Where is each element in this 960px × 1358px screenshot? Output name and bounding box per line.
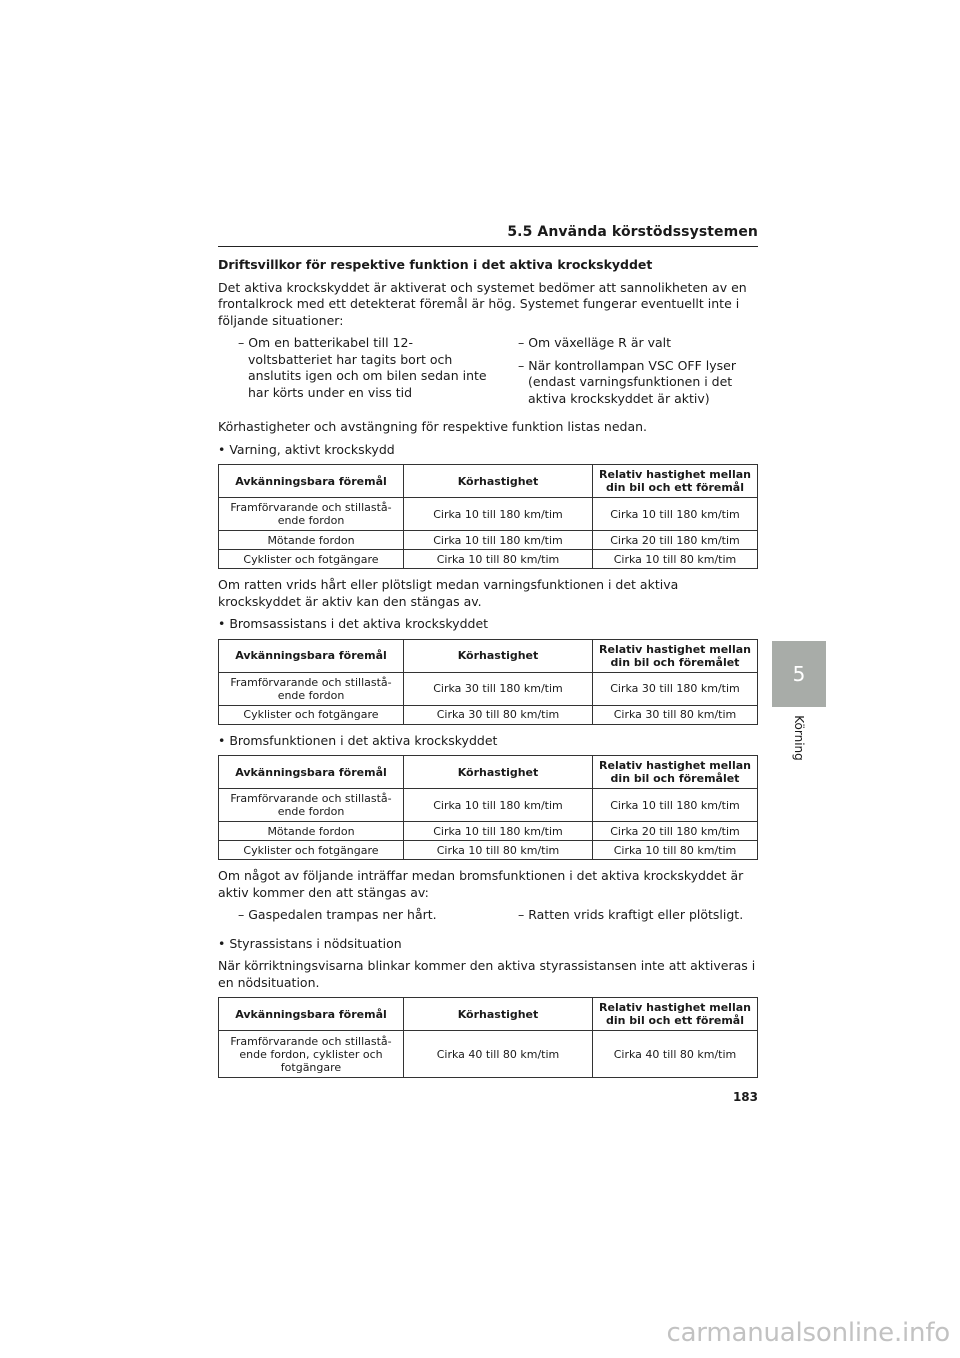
warning-table [218, 464, 758, 569]
table-header-row [219, 756, 758, 789]
table-cell: Cyklister och fotgängare [219, 705, 404, 724]
condition-item: – Om växelläge R är valt [518, 335, 672, 350]
table-cell: Cirka 10 till 80 km/tim [404, 841, 593, 860]
chapter-label-container [772, 710, 826, 766]
chapter-number: 5 [792, 662, 806, 686]
table-row [219, 550, 758, 569]
conditions-list [218, 335, 758, 413]
condition-item: – När kontrollampan VSC OFF lyser (endast varningsfunktionen i det aktiva krockskyddet är aktiv) [518, 357, 736, 406]
bullet-steering-assist: • Styrassistans i nödsituation [218, 935, 402, 951]
chapter-label: Körning [792, 715, 806, 761]
speeds-intro: Körhastigheter och avstängning för respektive funktion listas nedan. [218, 419, 648, 434]
deactivation-item: – Ratten vrids kraftigt eller plötsligt. [518, 907, 744, 922]
table-header: Relativ hastighet mellan din bil och ett föremål [593, 465, 758, 498]
table-cell: Cirka 20 till 180 km/tim [593, 822, 758, 841]
table-cell: Cirka 30 till 180 km/tim [593, 672, 758, 705]
table-header: Körhastighet [404, 756, 593, 789]
table-cell: Cirka 40 till 80 km/tim [404, 1031, 593, 1078]
bullet-brake-function: • Bromsfunktionen i det aktiva krockskyddet [218, 732, 498, 748]
table-cell: Cirka 20 till 180 km/tim [593, 531, 758, 550]
table-cell: Cirka 40 till 80 km/tim [593, 1031, 758, 1078]
table-header: Körhastighet [404, 465, 593, 498]
table-cell: Cirka 10 till 180 km/tim [404, 822, 593, 841]
table-header: Körhastighet [404, 639, 593, 672]
table-cell: Cirka 30 till 180 km/tim [404, 672, 593, 705]
table-header: Avkänningsbara föremål [219, 465, 404, 498]
bullet-warning: • Varning, aktivt krockskydd [218, 441, 395, 457]
table-header: Avkänningsbara föremål [219, 756, 404, 789]
chapter-tab [772, 641, 826, 707]
bullet-brake-assist: • Bromsassistans i det aktiva krockskyddet [218, 616, 489, 631]
table-cell: Cirka 10 till 180 km/tim [593, 789, 758, 822]
brake-assist-table [218, 639, 758, 725]
table-cell: Cyklister och fotgängare [219, 550, 404, 569]
table-header: Avkänningsbara föremål [219, 639, 404, 672]
table-cell: Mötande fordon [219, 531, 404, 550]
table-cell: Cirka 10 till 80 km/tim [593, 841, 758, 860]
table-row [219, 822, 758, 841]
intro-paragraph: Det aktiva krockskyddet är aktiverat och systemet bedömer att sannolikheten av en frontalkrock med ett detekterat föremål är hög. Systemet fungerar eventuellt inte i följande situationer: [218, 279, 747, 328]
table-header-row [219, 639, 758, 672]
table-cell: Cirka 10 till 180 km/tim [404, 789, 593, 822]
table-cell: Cirka 10 till 180 km/tim [593, 498, 758, 531]
conditions-left [218, 335, 488, 413]
page-content [218, 257, 758, 1086]
table-cell: Cirka 10 till 180 km/tim [404, 498, 593, 531]
table-cell: Framförvarande och stillastå-ende fordon, cyklister och fotgängare [219, 1031, 404, 1078]
table-cell: Framförvarande och stillastå-ende fordon [219, 789, 404, 822]
table-cell: Cirka 10 till 80 km/tim [404, 550, 593, 569]
deactivation-right [488, 907, 758, 930]
condition-item: – Om en batterikabel till 12-voltsbatteriet har tagits bort och anslutits igen och om bilen sedan inte har körts under en viss tid [238, 335, 487, 400]
section-heading: Driftsvillkor för respektive funktion i det aktiva krockskyddet [218, 257, 653, 272]
table-row [219, 841, 758, 860]
table-header: Körhastighet [404, 998, 593, 1031]
table-row [219, 498, 758, 531]
table-cell: Cirka 30 till 80 km/tim [593, 705, 758, 724]
steering-assist-table [218, 997, 758, 1078]
page-number: 183 [732, 1090, 758, 1104]
table-row [219, 789, 758, 822]
table-cell: Cirka 10 till 80 km/tim [593, 550, 758, 569]
table-header: Avkänningsbara föremål [219, 998, 404, 1031]
table-cell: Framförvarande och stillastå-ende fordon [219, 498, 404, 531]
table-header: Relativ hastighet mellan din bil och föremålet [593, 639, 758, 672]
table-cell: Cirka 30 till 80 km/tim [404, 705, 593, 724]
table-cell: Cirka 10 till 180 km/tim [404, 531, 593, 550]
watermark: carmanualsonline.info [666, 1318, 950, 1348]
section-header: 5.5 Använda körstödssystemen [218, 224, 758, 247]
table-header: Relativ hastighet mellan din bil och ett föremål [593, 998, 758, 1031]
note-brake-off: Om något av följande inträffar medan bromsfunktionen i det aktiva krockskyddet är aktiv kommer den att stängas av: [218, 868, 744, 900]
table-row [219, 672, 758, 705]
brake-function-table [218, 755, 758, 860]
table-header: Relativ hastighet mellan din bil och föremålet [593, 756, 758, 789]
table-header-row [219, 465, 758, 498]
table-row [219, 705, 758, 724]
note-warning-off: Om ratten vrids hårt eller plötsligt medan varningsfunktionen i det aktiva krockskyddet är aktiv kan den stängas av. [218, 577, 679, 609]
table-cell: Cyklister och fotgängare [219, 841, 404, 860]
deactivation-left [218, 907, 488, 930]
table-row [219, 1031, 758, 1078]
deactivation-item: – Gaspedalen trampas ner hårt. [238, 907, 437, 922]
table-cell: Framförvarande och stillastå-ende fordon [219, 672, 404, 705]
table-header-row [219, 998, 758, 1031]
table-cell: Mötande fordon [219, 822, 404, 841]
note-steering: När körriktningsvisarna blinkar kommer den aktiva styrassistansen inte att aktiveras i en nödsituation. [218, 958, 756, 990]
deactivation-list [218, 907, 758, 930]
table-row [219, 531, 758, 550]
conditions-right [488, 335, 758, 413]
